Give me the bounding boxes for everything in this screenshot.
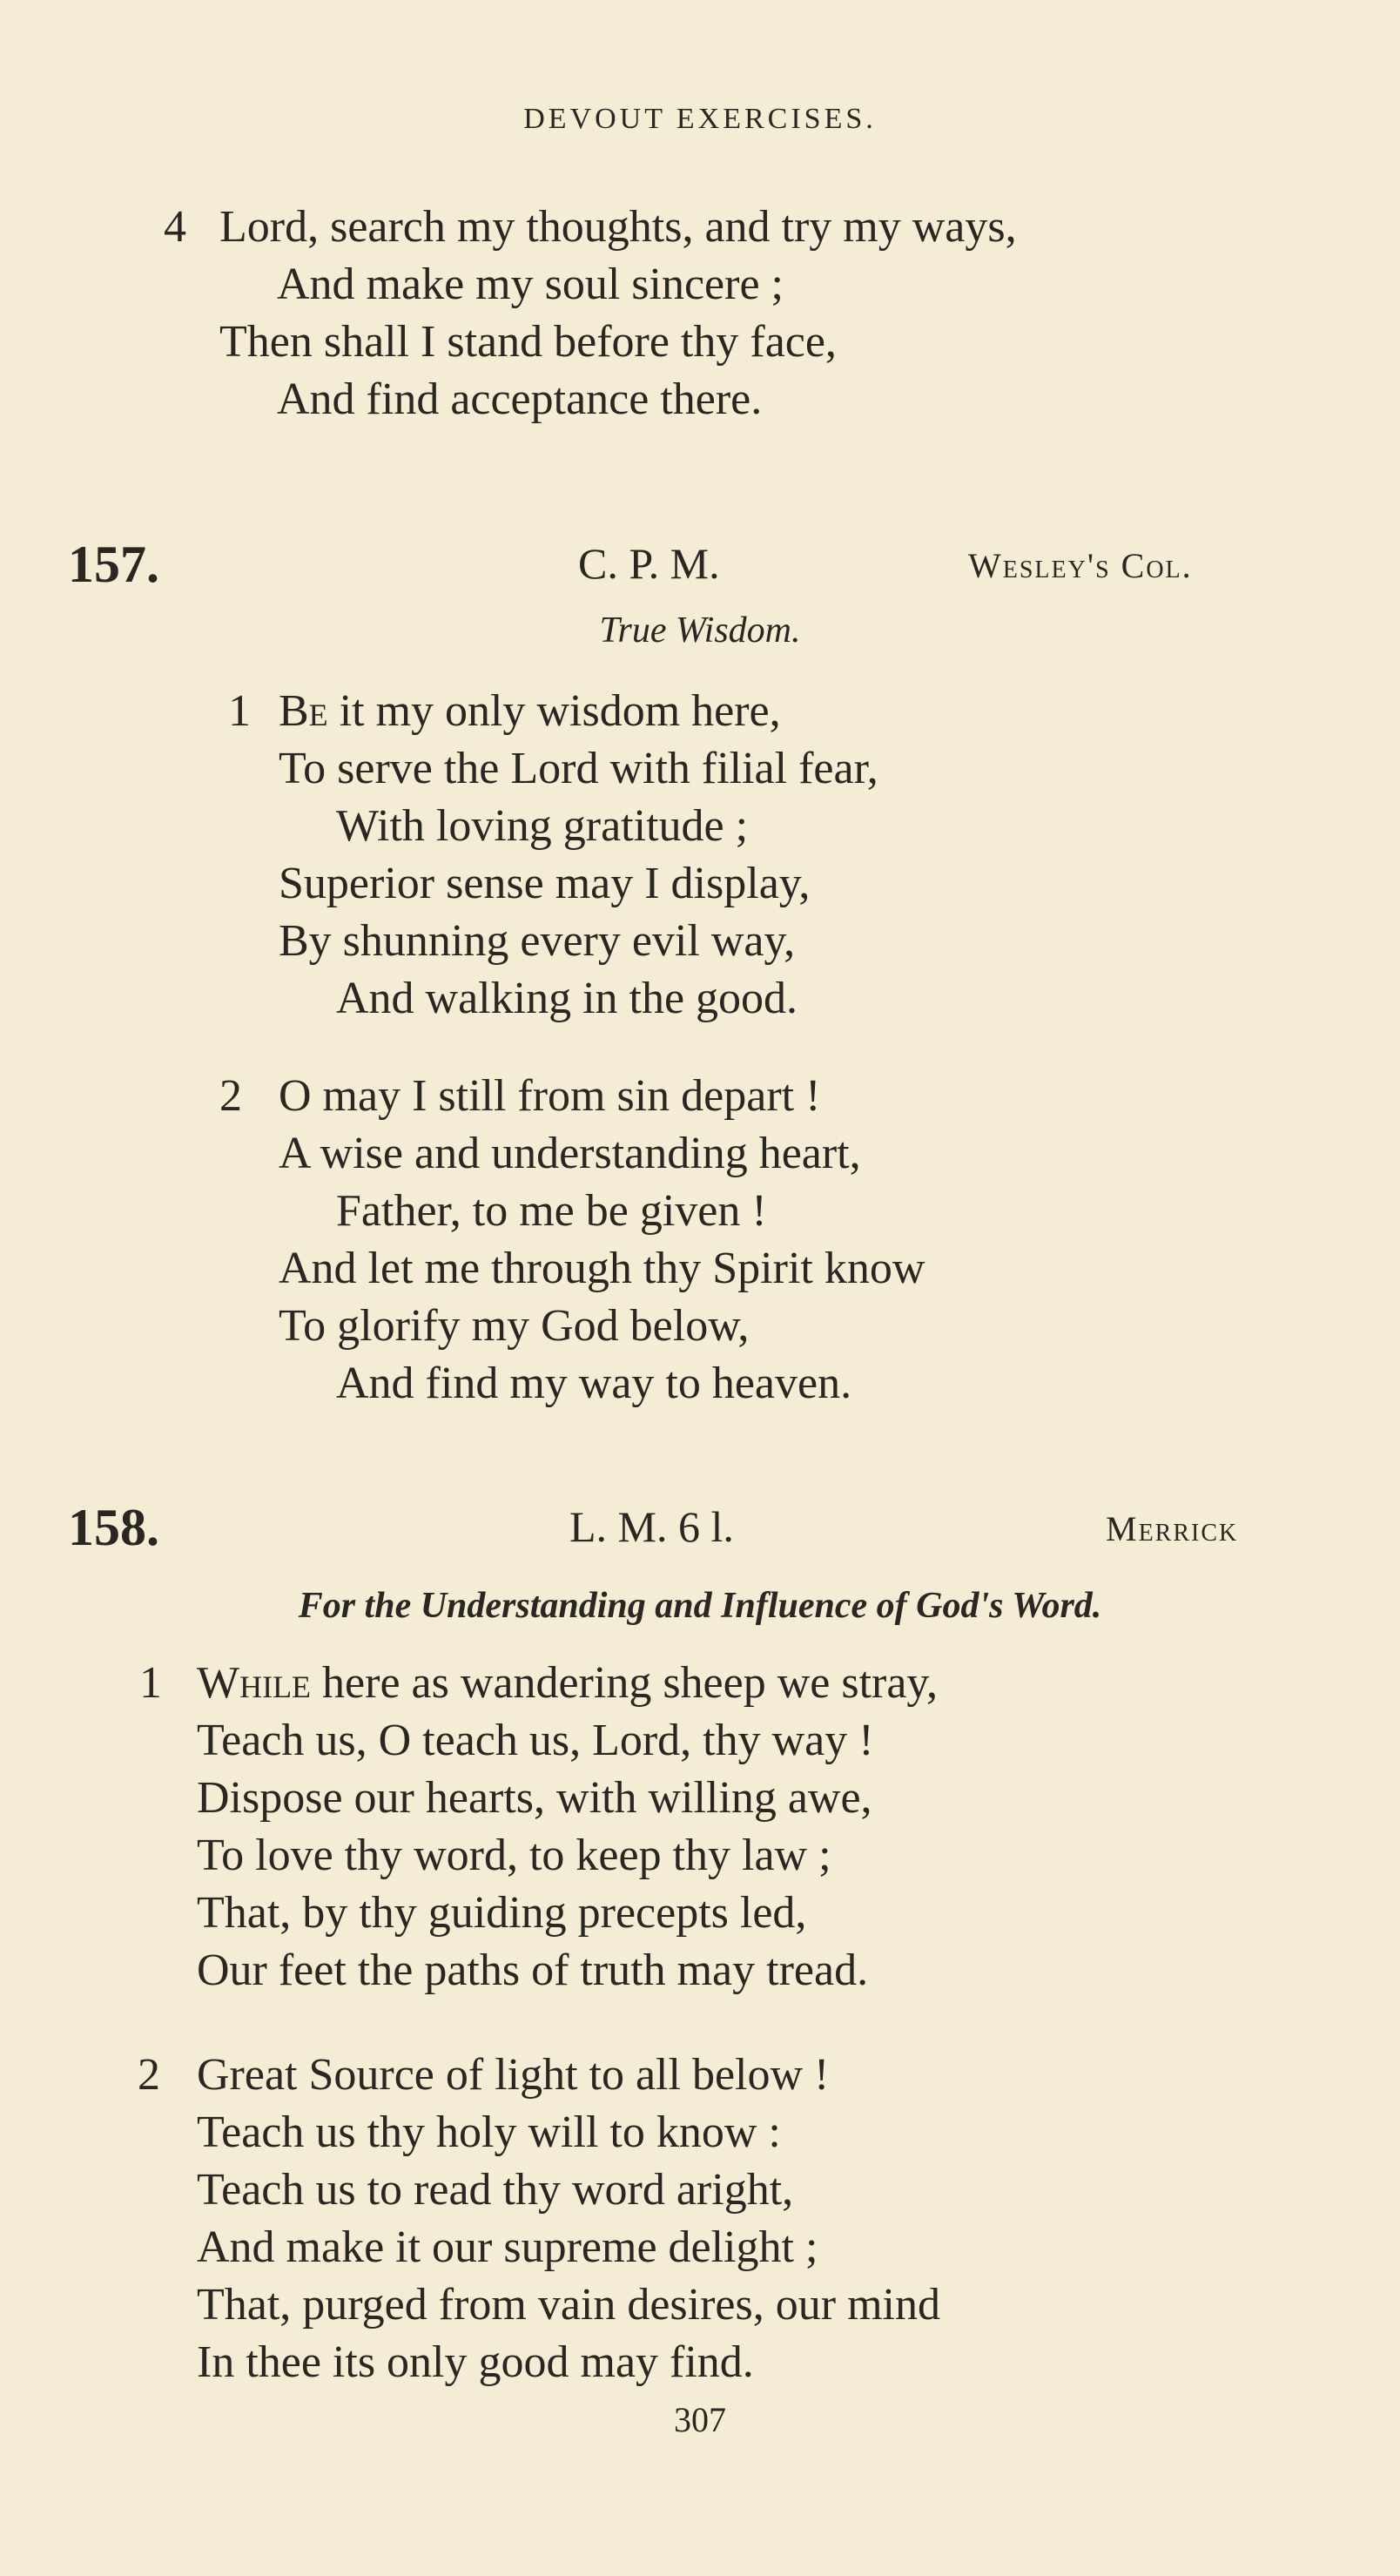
hymn-meter: C. P. M. — [578, 539, 720, 588]
hymn-157-header — [0, 535, 1400, 596]
verse-first-word: While — [197, 1658, 312, 1708]
verse-line: And make it our supreme delight ; — [197, 2222, 818, 2272]
hymn-number: 158. — [68, 1499, 159, 1556]
verse-line: A wise and understanding heart, — [279, 1129, 861, 1178]
verse-line: And let me through thy Spirit know — [279, 1244, 925, 1293]
hymn-author: Merrick — [1106, 1509, 1239, 1548]
verse-line: Then shall I stand before thy face, — [219, 317, 837, 367]
hymn-157-title: True Wisdom. — [599, 610, 801, 651]
verse-number: 4 — [164, 202, 186, 252]
running-head: DEVOUT EXERCISES. — [523, 103, 877, 135]
verse-number: 1 — [139, 1658, 162, 1708]
verse-line: Great Source of light to all below ! — [197, 2050, 830, 2100]
verse-line: To serve the Lord with filial fear, — [279, 744, 878, 793]
verse-line: And find acceptance there. — [277, 374, 763, 424]
verse-line: To love thy word, to keep thy law ; — [197, 1831, 831, 1880]
verse-line: Teach us, O teach us, Lord, thy way ! — [197, 1716, 874, 1765]
verse-line: And walking in the good. — [336, 974, 798, 1023]
hymn-158-header — [0, 1498, 1400, 1559]
verse-line: O may I still from sin depart ! — [279, 1071, 821, 1121]
verse-number: 2 — [138, 2050, 160, 2100]
verse-line: Teach us thy holy will to know : — [197, 2107, 781, 2157]
verse-line: With loving gratitude ; — [336, 801, 749, 851]
verse-line: it my only wisdom here, — [327, 686, 781, 736]
hymn-author: Wesley's Col. — [968, 546, 1193, 585]
verse-number: 1 — [228, 686, 251, 736]
verse-line: That, by thy guiding precepts led, — [197, 1888, 807, 1938]
verse-line: And make my soul sincere ; — [277, 260, 784, 309]
verse-line: In thee its only good may find. — [197, 2337, 754, 2387]
verse-line: That, purged from vain desires, our mind — [197, 2280, 940, 2330]
verse-line: By shunning every evil way, — [279, 916, 796, 966]
page-number: 307 — [674, 2400, 726, 2439]
verse-line: Superior sense may I display, — [279, 859, 811, 908]
verse-line: Lord, search my thoughts, and try my ways, — [219, 202, 1017, 252]
verse-line: Father, to me be given ! — [336, 1186, 767, 1236]
verse-line: Teach us to read thy word aright, — [197, 2165, 794, 2215]
verse-line: Our feet the paths of truth may tread. — [197, 1945, 869, 1995]
verse-line: And find my way to heaven. — [336, 1359, 852, 1408]
verse-line: To glorify my God below, — [279, 1301, 750, 1351]
verse-number: 2 — [219, 1071, 242, 1121]
verse-line: Dispose our hearts, with willing awe, — [197, 1773, 872, 1823]
hymn-158-title: For the Understanding and Influence of God's Word. — [298, 1586, 1102, 1626]
verse-first-word: Be — [279, 686, 328, 736]
verse-line: here as wandering sheep we stray, — [311, 1658, 939, 1708]
hymn-number: 157. — [68, 536, 159, 593]
hymn-meter: L. M. 6 l. — [569, 1502, 734, 1551]
